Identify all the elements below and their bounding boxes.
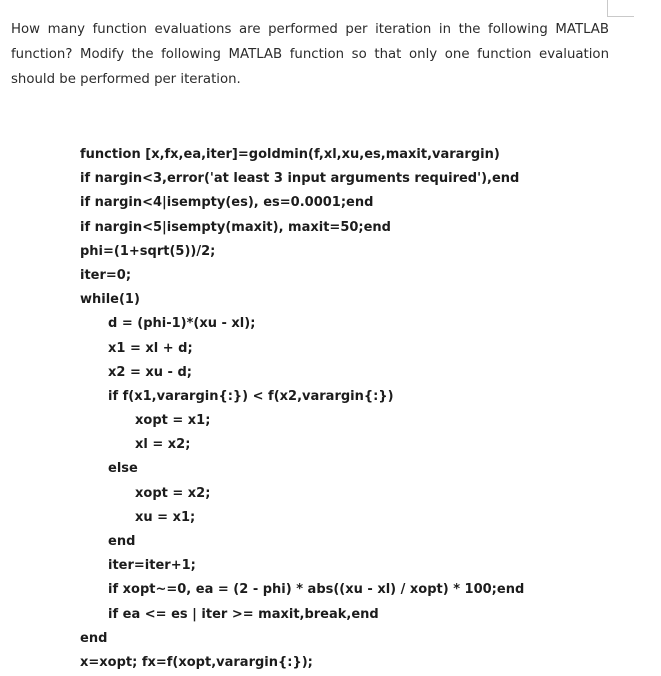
code-line: xu = x1; [135,509,196,525]
matlab-code-block [80,143,640,675]
code-line: phi=(1+sqrt(5))/2; [80,243,216,259]
code-line: xopt = x1; [135,413,211,429]
code-line: x=xopt; fx=f(xopt,varargin{:}); [80,654,313,670]
code-line: end [108,534,136,549]
question-text [11,17,609,92]
page-corner-mark [607,0,634,17]
code-line: if nargin<5|isempty(maxit), maxit=50;end [80,219,391,235]
code-line: xopt = x2; [135,485,211,501]
code-line: x2 = xu - d; [108,364,192,380]
code-line: if f(x1,varargin{:}) < f(x2,varargin{:}) [108,388,394,404]
code-line: if xopt~=0, ea = (2 - phi) * abs((xu - xl) / xopt) * 100;end [108,582,525,598]
question-paragraph: How many function evaluations are performed per iteration in the following MATLAB function? Modify the following MATLAB function so that only one function evaluation should be performed per iteration. [11,22,609,87]
code-line: x1 = xl + d; [108,340,193,356]
code-line: while(1) [80,292,140,308]
code-line: iter=0; [80,267,132,283]
code-line: if ea <= es | iter >= maxit,break,end [108,606,379,622]
code-line: xl = x2; [135,437,191,453]
code-line: end [80,630,108,646]
code-line: if nargin<4|isempty(es), es=0.0001;end [80,195,374,211]
code-line: d = (phi-1)*(xu - xl); [108,316,256,332]
code-line: else [108,461,138,477]
code-line: function [x,fx,ea,iter]=goldmin(f,xl,xu,es,maxit,varargin) [80,147,500,162]
code-line: if nargin<3,error('at least 3 input arguments required'),end [80,171,520,187]
code-line: iter=iter+1; [108,558,196,574]
